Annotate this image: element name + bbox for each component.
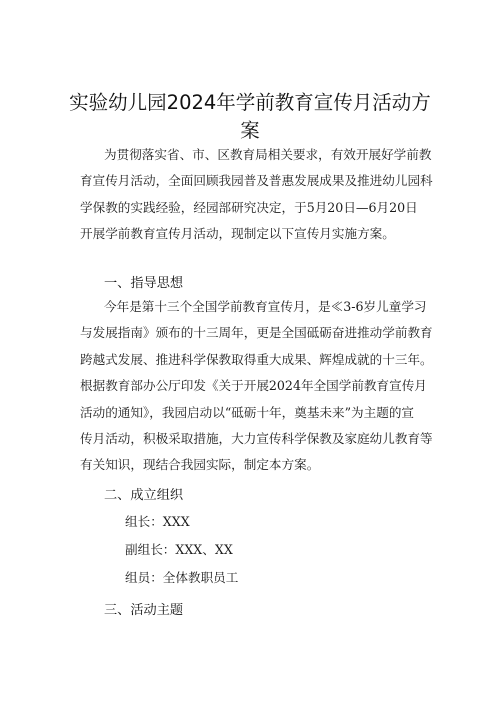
intro-line: 学保教的实践经验，经园部研究决定，于5月20日—6月20日 [80, 199, 418, 215]
intro-line: 开展学前教育宣传月活动，现制定以下宣传月实施方案。 [80, 226, 395, 242]
intro-line: 育宣传月活动，全面回顾我园普及普惠发展成果及推进幼儿园科 [80, 173, 433, 189]
document-title [60, 89, 440, 145]
section1-line: 跨越式发展、推进科学保教取得重大成果、辉煌成就的十三年。 [80, 351, 433, 367]
org-leader: 组长：XXX [125, 514, 190, 529]
org-members: 组员：全体教职员工 [125, 570, 239, 585]
section1-line: 今年是第十三个全国学前教育宣传月，是≪3-6岁儿童学习 [104, 299, 427, 314]
org-deputy-leader: 副组长：XXX、XX [125, 542, 233, 557]
document-title-text: 实验幼儿园2024年学前教育宣传月活动方案 [69, 91, 431, 142]
section1-line: 有关知识，现结合我园实际，制定本方案。 [80, 457, 320, 473]
section-heading-activity-theme: 三、活动主题 [104, 603, 184, 618]
intro-paragraph [80, 142, 440, 248]
section-heading-organization: 二、成立组织 [104, 488, 184, 503]
intro-line: 为贯彻落实省、市、区教育局相关要求，有效开展好学前教 [104, 147, 432, 162]
section1-line: 传月活动，积极采取措施，大力宣传科学保教及家庭幼儿教育等 [80, 431, 433, 447]
section-heading-guiding-ideology: 一、指导思想 [104, 276, 184, 291]
section1-line: 活动的通知》，我园启动以“砥砺十年，奠基未来”为主题的宣 [80, 404, 415, 420]
section1-line: 根据教育部办公厅印发《关于开展2024年全国学前教育宣传月 [80, 378, 427, 394]
section1-line: 与发展指南》颁布的十三周年，更是全国砥砺奋进推动学前教育 [80, 325, 433, 341]
section1-paragraph [80, 294, 440, 479]
